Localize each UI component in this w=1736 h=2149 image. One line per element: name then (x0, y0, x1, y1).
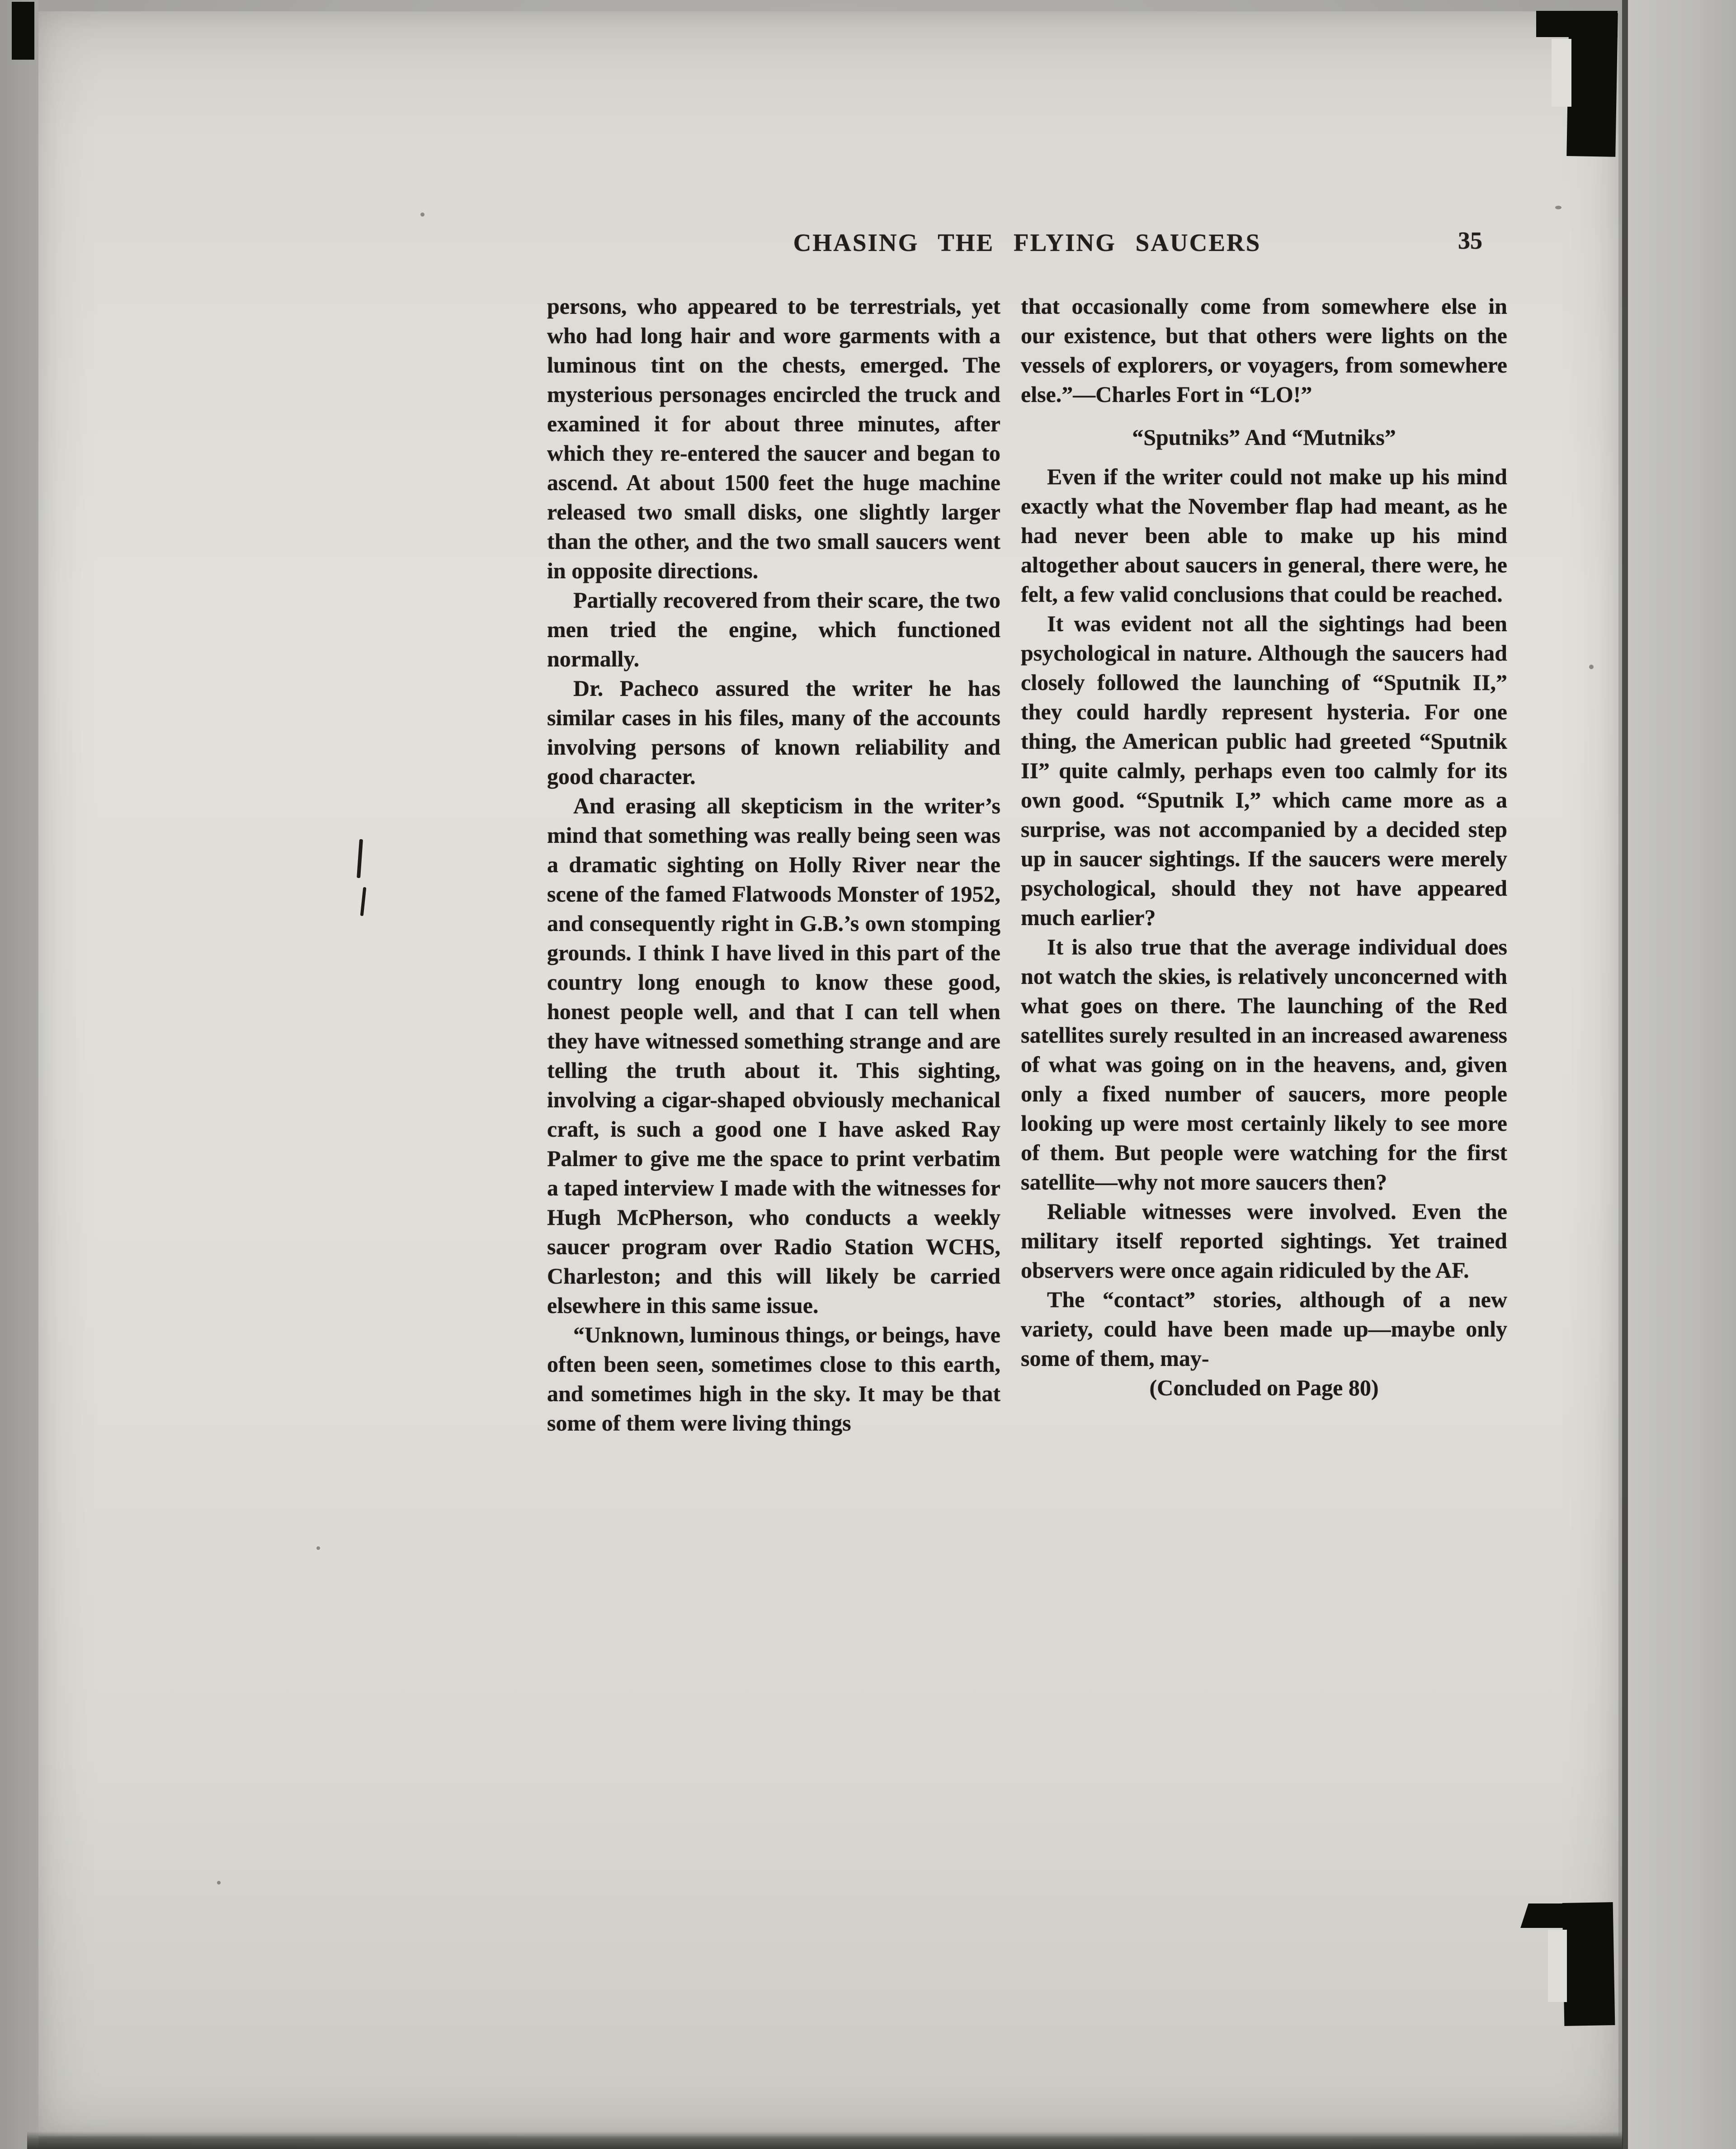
left-column (547, 292, 1000, 1438)
body-paragraph: persons, who appeared to be terrestrials, yet who had long hair and wore garments with a luminous tint on the chests, emerged. The mysterious personages encircled the truck and examined it for about three minutes, after which they re-entered the saucer and began to ascend. At about 1500 feet the huge machine released two small disks, one slightly larger than the other, and the two small saucers went in opposite directions. (547, 293, 1000, 583)
body-paragraph: The “contact” stories, although of a new variety, could have been made up—maybe only some of them, may- (1021, 1287, 1507, 1371)
scan-bottom-shadow (27, 2131, 1623, 2149)
running-title: CHASING THE FLYING SAUCERS (793, 229, 1261, 256)
paper-speck (217, 1881, 221, 1885)
body-paragraph: Dr. Pacheco assured the writer he has similar cases in his files, many of the accounts involving persons of known reliability and good character. (547, 675, 1000, 789)
body-paragraph: And erasing all skepticism in the writer’s mind that something was really being seen was a dramatic sighting on Holly River near the scene of the famed Flatwoods Monster of 1952, and consequently right in G.B.’s own stomping grounds. I think I have lived in this part of the country long enough to know these good, honest people well, and that I can tell when they have witnessed something strange and are telling the truth about it. This sighting, involving a cigar-shaped obviously mechanical craft, is such a good one I have asked Ray Palmer to give me the space to print verbatim a taped interview I made with the witnesses for Hugh McPherson, who conducts a weekly saucer program over Radio Station WCHS, Charleston; and this will likely be carried elsewhere in this same issue. (547, 793, 1000, 1318)
article-body (547, 292, 1507, 1438)
page-header (547, 228, 1507, 264)
scan-right-margin (1628, 0, 1736, 2149)
body-paragraph: “Unknown, luminous things, or beings, have often been seen, sometimes close to this earth, and sometimes high in the sky. It may be that some of them were living things (547, 1322, 1000, 1436)
paper-speck (1555, 206, 1561, 209)
binding-mark-bottom-right (1562, 1902, 1615, 2026)
corner-mark-top-left (12, 2, 34, 60)
right-column (1021, 292, 1507, 1438)
body-paragraph: that occasionally come from somewhere else in our existence, but that others were lights on the vessels of explorers, or voyagers, from somewhere else.”—Charles Fort in “LO!” (1021, 293, 1507, 407)
body-paragraph: It was evident not all the sightings had been psychological in nature. Although the saucers had closely followed the launching of “Sputnik II,” they could hardly represent hysteria. For one thing, the American public had greeted “Sputnik II” quite calmly, perhaps even too calmly for its own good. “Sputnik I,” which came more as a surprise, was not accompanied by a decided step up in saucer sightings. If the saucers were merely psychological, should they not have appeared much earlier? (1021, 611, 1507, 930)
body-paragraph: Partially recovered from their scare, the two men tried the engine, which functioned normally. (547, 587, 1000, 671)
binding-mark-bottom-right-wedge (1520, 1903, 1572, 1928)
page-number: 35 (1458, 227, 1482, 254)
body-paragraph: It is also true that the average individual does not watch the skies, is relatively unconcerned with what goes on there. The launching of the Red satellites surely resulted in an increased awareness of what was going on in the heavens, and, given only a fixed number of saucers, more people looking up were most certainly likely to see more of them. But people were watching for the first satellite—why not more saucers then? (1021, 934, 1507, 1195)
binding-mark-top-right-notch (1552, 39, 1571, 107)
body-paragraph: Reliable witnesses were involved. Even the military itself reported sightings. Yet trained observers were once again ridiculed by the AF. (1021, 1199, 1507, 1283)
paper-speck (316, 1546, 320, 1550)
section-heading: “Sputniks” And “Mutniks” (1132, 425, 1396, 450)
continuation-note: (Concluded on Page 80) (1149, 1375, 1379, 1400)
body-paragraph: Even if the writer could not make up his mind exactly what the November flap had meant, as he had never been able to make up his mind altogether about saucers in general, there were, he felt, a few valid conclusions that could be reached. (1021, 464, 1507, 607)
scan-left-edge (0, 0, 38, 2149)
paper-speck (1589, 665, 1594, 669)
binding-mark-top-right-bar (1536, 11, 1618, 37)
film-edge-line (1622, 0, 1628, 2149)
paper-speck (420, 213, 425, 217)
binding-mark-bottom-right-notch (1548, 1930, 1567, 2002)
